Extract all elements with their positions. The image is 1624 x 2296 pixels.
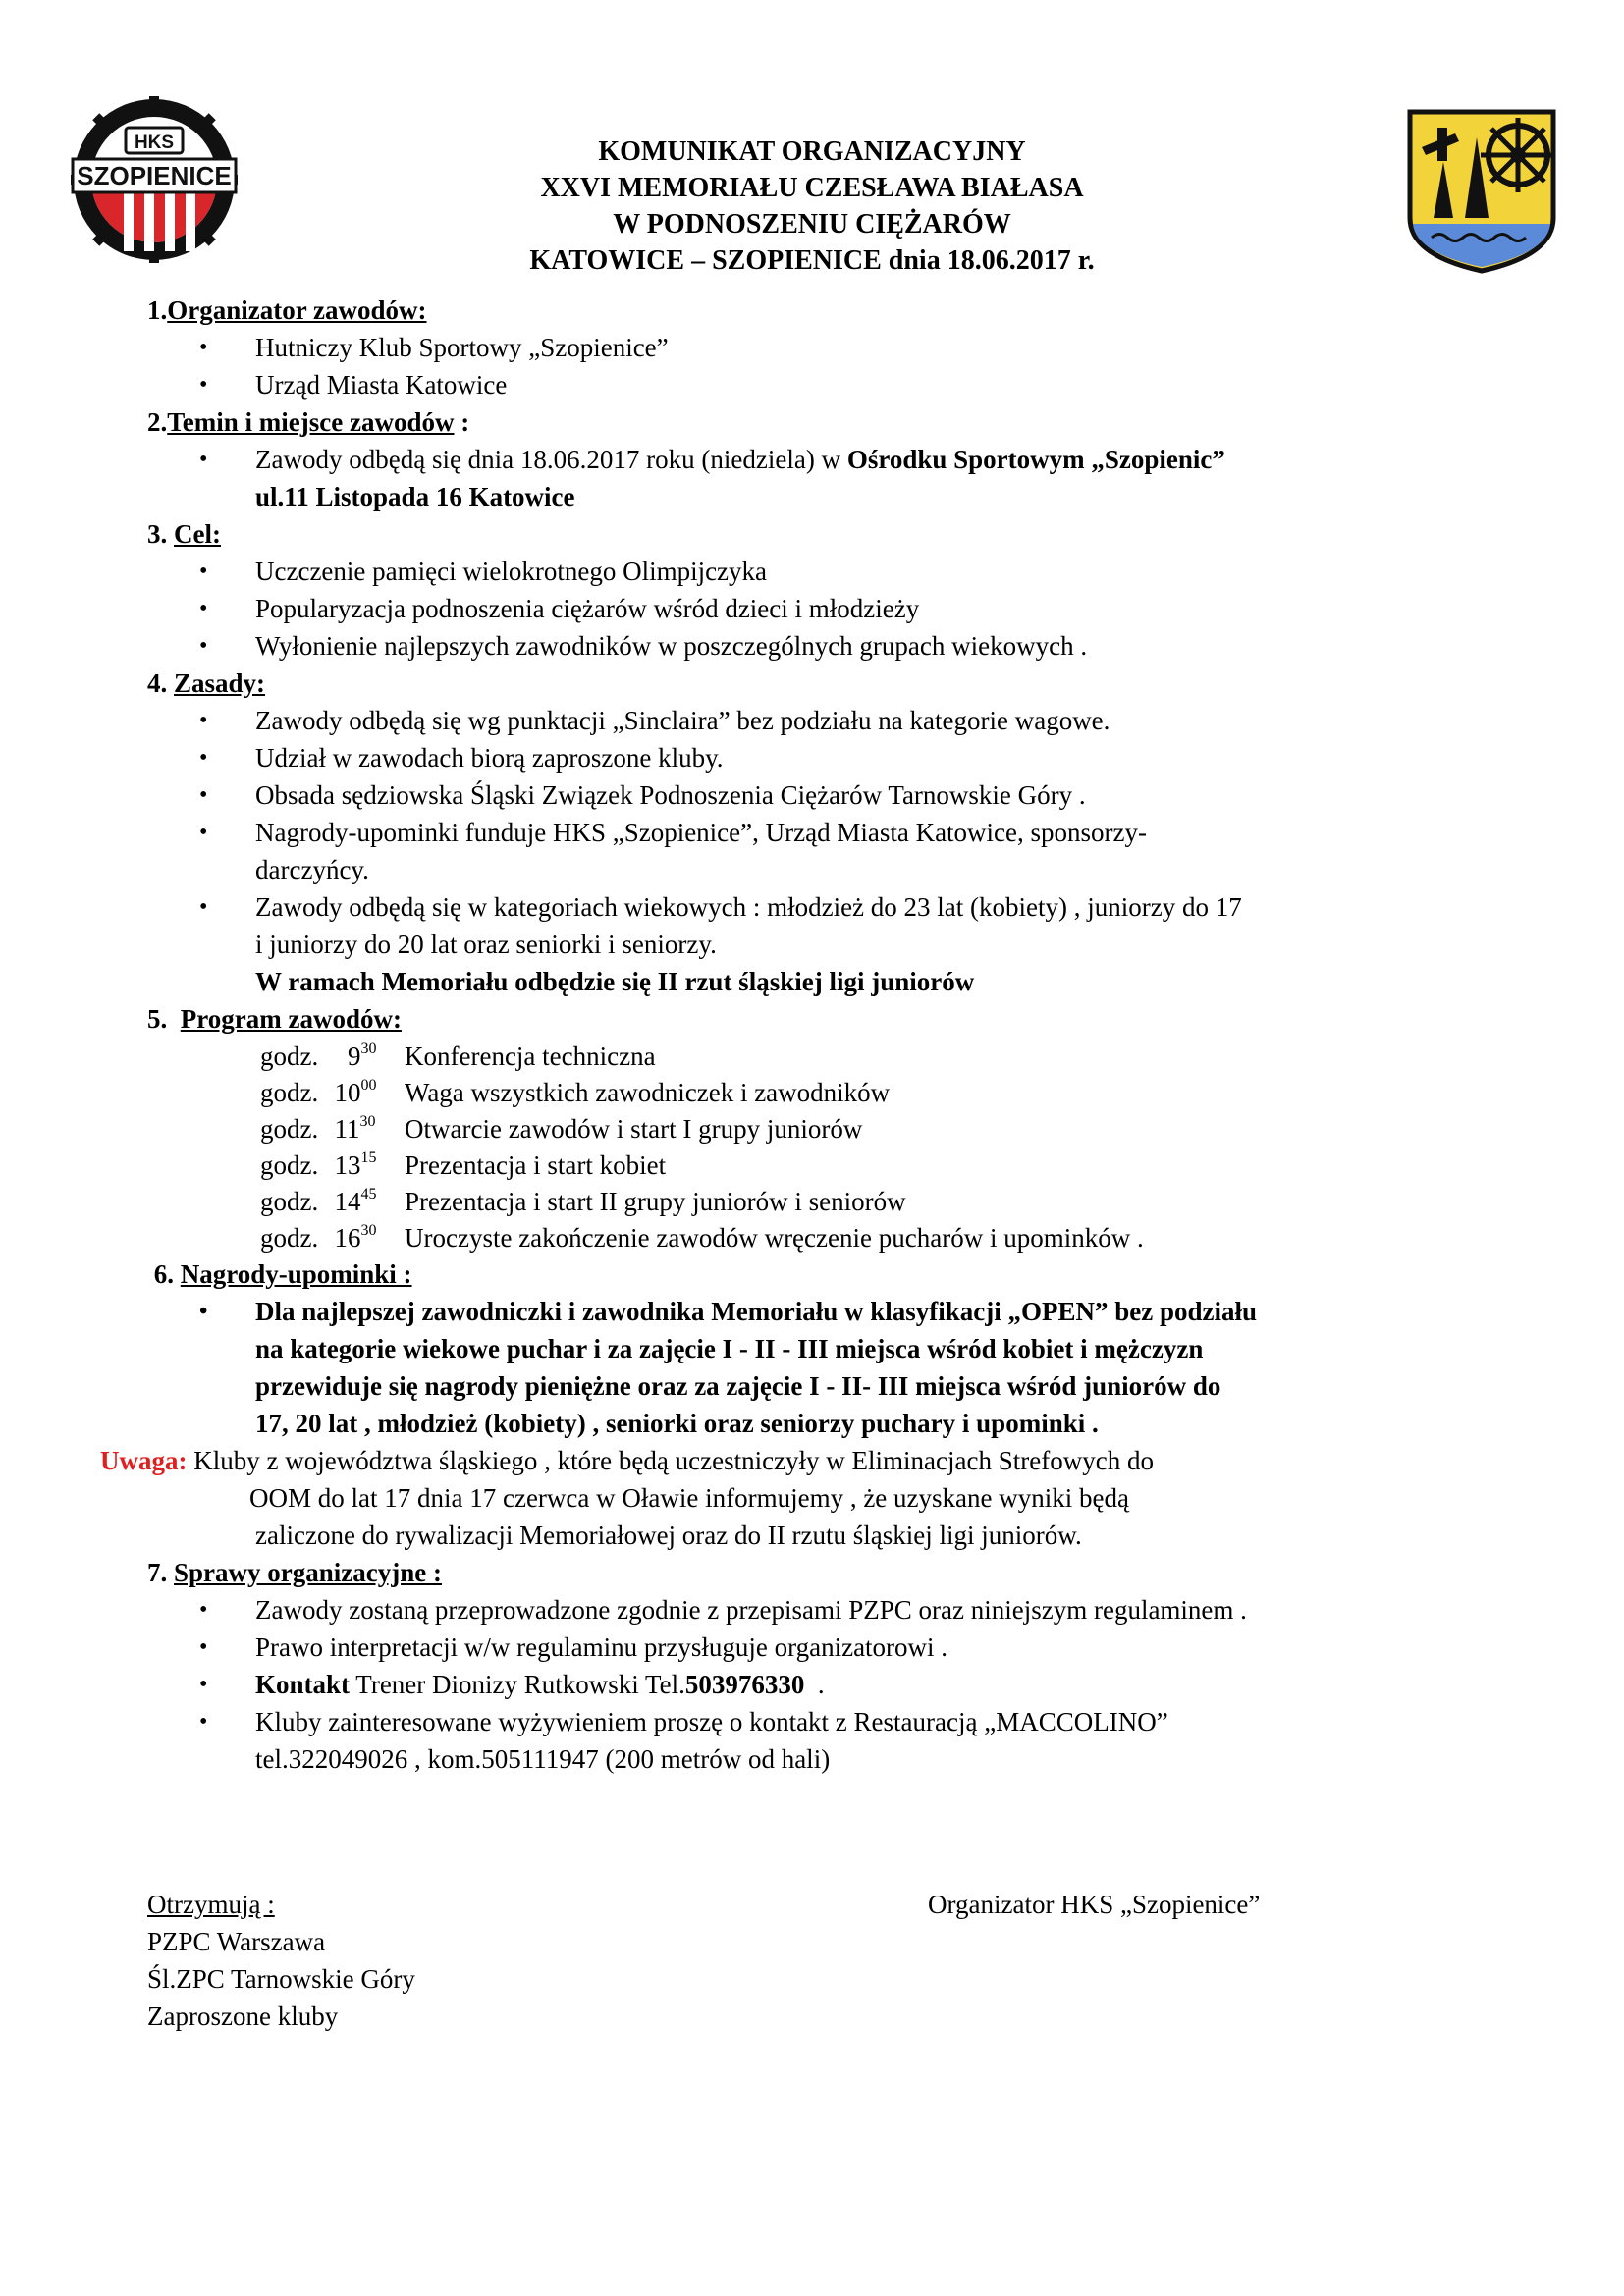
hks-szopienice-logo (71, 96, 238, 263)
document-body (100, 292, 1522, 1778)
section-6-title: Nagrody-upominki : (180, 1259, 412, 1289)
recipient: Śl.ZPC Tarnowskie Góry (147, 1964, 415, 1994)
uwaga-label: Uwaga: (100, 1446, 188, 1475)
schedule-row: godz. $9^{30}$ Konferencja techniczna (260, 1041, 656, 1071)
section-7-list (147, 1591, 1522, 1778)
list-item: • Hutniczy Klub Sportowy „Szopienice” (147, 329, 1522, 366)
header-line-3: W PODNOSZENIU CIĘŻARÓW (613, 209, 1011, 240)
list-item: • Obsada sędziowska Śląski Związek Podnoszenia Ciężarów Tarnowskie Góry . (147, 776, 1522, 814)
section-4-note: W ramach Memoriału odbędzie się II rzut śląskiej ligi juniorów (255, 967, 975, 996)
section-4-heading: 4. Zasady: (147, 668, 266, 698)
contact-phone: 503976330 (684, 1670, 805, 1699)
organizer-signature: Organizator HKS „Szopienice” (928, 1890, 1261, 1919)
section-4-title: Zasady: (174, 668, 266, 698)
document-header (295, 133, 1329, 279)
logo-band-text: SZOPIENICE (77, 161, 232, 190)
section-2-heading: 2.Temin i miejsce zawodów : (147, 407, 470, 437)
schedule-row: godz. $16^{30}$ Uroczyste zakończenie zawodów wręczenie pucharów i upominków . (260, 1222, 1144, 1253)
section-3-heading: 3. Cel: (147, 519, 221, 549)
list-item: • Nagrody-upominki funduje HKS „Szopienice”, Urząd Miasta Katowice, sponsorzy- darczyńcy. (147, 814, 1522, 888)
list-item: • Zawody zostaną przeprowadzone zgodnie z przepisami PZPC oraz niniejszym regulaminem . (147, 1591, 1522, 1629)
logo-hks-text: HKS (134, 133, 175, 153)
section-1-title: Organizator zawodów: (167, 295, 427, 325)
recipient: Zaproszone kluby (147, 2002, 339, 2031)
list-item: • Udział w zawodach biorą zaproszone kluby. (147, 739, 1522, 776)
recipient: PZPC Warszawa (147, 1927, 326, 1956)
header-line-2: XXVI MEMORIAŁU CZESŁAWA BIAŁASA (540, 173, 1084, 203)
list-item: • Kluby zainteresowane wyżywieniem proszę o kontakt z Restauracją „MACCOLINO” tel.322049026 , kom.505111947 (200 metrów od hali) (147, 1703, 1522, 1778)
section-1-list (147, 329, 1522, 403)
list-item: • Wyłonienie najlepszych zawodników w poszczególnych grupach wiekowych . (147, 627, 1522, 665)
section-5-title: Program zawodów: (180, 1004, 402, 1034)
list-item: • Zawody odbędą się w kategoriach wiekowych : młodzież do 23 lat (kobiety) , juniorzy do 17 i juniorzy do 20 lat oraz seniorki i seniorzy. (147, 888, 1522, 963)
section-1-heading: 1.Organizator zawodów: (147, 295, 427, 325)
program-schedule (147, 1038, 1522, 1255)
contact-item: • Kontakt Trener Dionizy Rutkowski Tel.503976330 . (147, 1666, 1522, 1703)
section-7-heading: 7. Sprawy organizacyjne : (147, 1558, 442, 1587)
header-line-4: KATOWICE – SZOPIENICE dnia 18.06.2017 r. (529, 245, 1095, 276)
list-item: • Zawody odbędą się dnia 18.06.2017 roku (niedziela) w Ośrodku Sportowym „Szopienic” ul.11 Listopada 16 Katowice (147, 441, 1522, 515)
list-item: • Urząd Miasta Katowice (147, 366, 1522, 403)
uwaga-note: Uwaga: Kluby z województwa śląskiego , które będą uczestniczyły w Eliminacjach Strefowych do OOM do lat 17 dnia 17 czerwca w Oławie informujemy , że uzyskane wyniki będą zaliczone do rywalizacji Memoriałowej oraz do II rzutu śląskiej ligi juniorów. (100, 1446, 1154, 1550)
list-item: • Uczczenie pamięci wielokrotnego Olimpijczyka (147, 553, 1522, 590)
list-item: • Dla najlepszej zawodniczki i zawodnika Memoriału w klasyfikacji „OPEN” bez podziału na kategorie wiekowe puchar i za zajęcie I - II - III miejsca wśród kobiet i mężczyzn przewiduje się nagrody pieniężne oraz za zajęcie I - II- III miejsca wśród juniorów do 17, 20 lat , młodzież (kobiety) , seniorki oraz seniorzy puchary i upominki . (147, 1293, 1522, 1442)
section-6-heading: 6. Nagrody-upominki : (147, 1259, 412, 1289)
schedule-row: godz. $10^{00}$ Waga wszystkich zawodniczek i zawodników (260, 1077, 891, 1107)
list-item: • Zawody odbędą się wg punktacji „Sinclaira” bez podziału na kategorie wagowe. (147, 702, 1522, 739)
header-line-1: KOMUNIKAT ORGANIZACYJNY (598, 136, 1026, 167)
schedule-row: godz. $13^{15}$ Prezentacja i start kobiet (260, 1149, 667, 1180)
section-4-list (147, 702, 1522, 963)
section-2-list (147, 441, 1522, 515)
section-5-heading: 5. Program zawodów: (147, 1004, 402, 1034)
list-item: • Prawo interpretacji w/w regulaminu przysługuje organizatorowi . (147, 1629, 1522, 1666)
recipients-block (147, 1886, 415, 2035)
list-item: • Popularyzacja podnoszenia ciężarów wśród dzieci i młodzieży (147, 590, 1522, 627)
schedule-row: godz. $14^{45}$ Prezentacja i start II grupy juniorów i seniorów (260, 1186, 906, 1216)
recipients-label: Otrzymują : (147, 1890, 275, 1919)
katowice-coat-of-arms (1404, 108, 1559, 275)
section-2-title: Temin i miejsce zawodów (167, 407, 455, 437)
section-6-list (147, 1293, 1522, 1442)
schedule-row: godz. $11^{30}$ Otwarcie zawodów i start I grupy juniorów (260, 1113, 863, 1144)
section-7-title: Sprawy organizacyjne : (174, 1558, 442, 1587)
section-3-list (147, 553, 1522, 665)
section-3-title: Cel: (174, 519, 221, 549)
